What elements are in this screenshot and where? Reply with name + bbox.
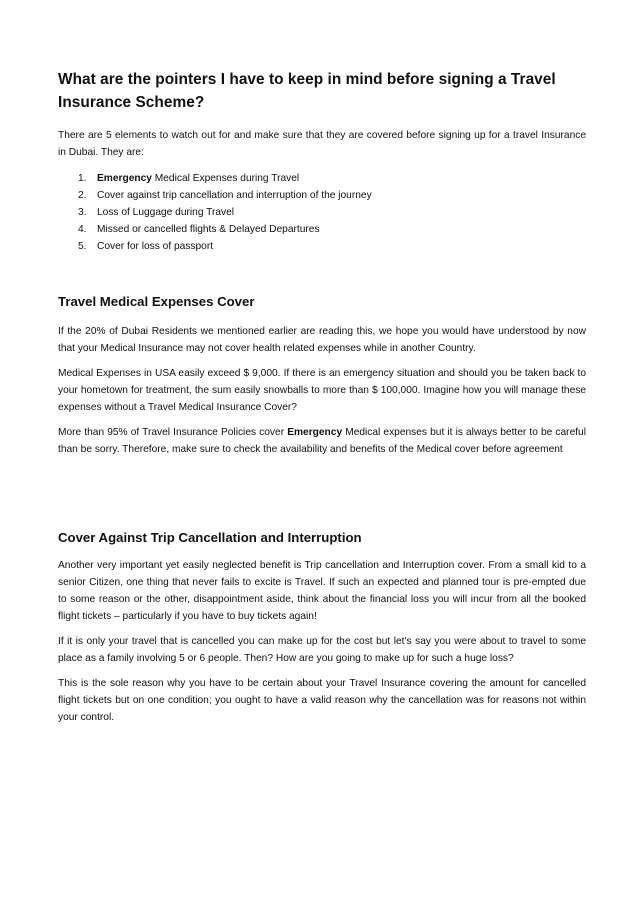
list-number: 3. — [78, 207, 87, 218]
section-heading-medical: Travel Medical Expenses Cover — [58, 294, 255, 309]
section-cancellation-body — [58, 557, 586, 726]
paragraph: If the 20% of Dubai Residents we mentioned earlier are reading this, we hope you would have understood by now that your Medical Insurance may not cover health related expenses while in another Country. — [58, 326, 586, 354]
paragraph: If it is only your travel that is cancelled you can make up for the cost but let’s say you were about to travel to some place as a family involving 5 or 6 people. Then? How are you going to make up for such a huge loss? — [58, 636, 586, 664]
paragraph: Medical Expenses in USA easily exceed $ 9,000. If there is an emergency situation and should you be taken back to your hometown for treatment, the sum easily snowballs to more than $ 100,000. Imagine how you will manage these expenses without a Travel Medical Insurance Cover? — [58, 368, 586, 413]
elements-list — [58, 170, 586, 255]
intro-paragraph: There are 5 elements to watch out for and make sure that they are covered before signing up for a travel Insurance in Dubai. They are: — [58, 130, 586, 158]
paragraph: Another very important yet easily neglected benefit is Trip cancellation and Interruption cover. From a small kid to a senior Citizen, one thing that never fails to excite is Travel. If such an expected and planned tour is pre-empted due to some reason or the other, disappointment aside, think about the financial loss you will incur from all the booked flight tickets – particularly if you have to buy tickets again! — [58, 560, 586, 622]
section-medical-body — [58, 323, 586, 458]
list-number: 1. — [78, 173, 87, 184]
paragraph — [58, 424, 586, 458]
list-item — [58, 187, 586, 204]
list-item — [58, 221, 586, 238]
document-heading: What are the pointers I have to keep in mind before signing a Travel Insurance Scheme? — [58, 71, 556, 111]
section-heading-cancellation: Cover Against Trip Cancellation and Interruption — [58, 530, 362, 545]
list-item-bold: Emergency — [97, 173, 152, 184]
paragraph-text: Medical expenses but it is always better to be careful than be sorry. Therefore, make sure to check the availability and benefits of the Medical cover before agreement — [58, 427, 586, 455]
paragraph-bold: Emergency — [287, 427, 343, 438]
list-item — [58, 170, 586, 187]
list-item — [58, 204, 586, 221]
list-number: 5. — [78, 241, 87, 252]
list-item-text: Medical Expenses during Travel — [151, 173, 300, 184]
list-item-text: Loss of Luggage during Travel — [97, 207, 235, 218]
list-item-text: Cover for loss of passport — [97, 241, 214, 252]
paragraph-text: More than 95% of Travel Insurance Policies cover — [58, 427, 288, 438]
list-number: 2. — [78, 190, 87, 201]
list-item-text: Missed or cancelled flights & Delayed Departures — [97, 224, 320, 235]
paragraph: This is the sole reason why you have to be certain about your Travel Insurance covering the amount for cancelled flight tickets but on one condition; you ought to have a valid reason why the cancellation was for reasons not within your control. — [58, 678, 586, 723]
list-number: 4. — [78, 224, 87, 235]
list-item — [58, 238, 586, 255]
list-item-text: Cover against trip cancellation and interruption of the journey — [97, 190, 372, 201]
